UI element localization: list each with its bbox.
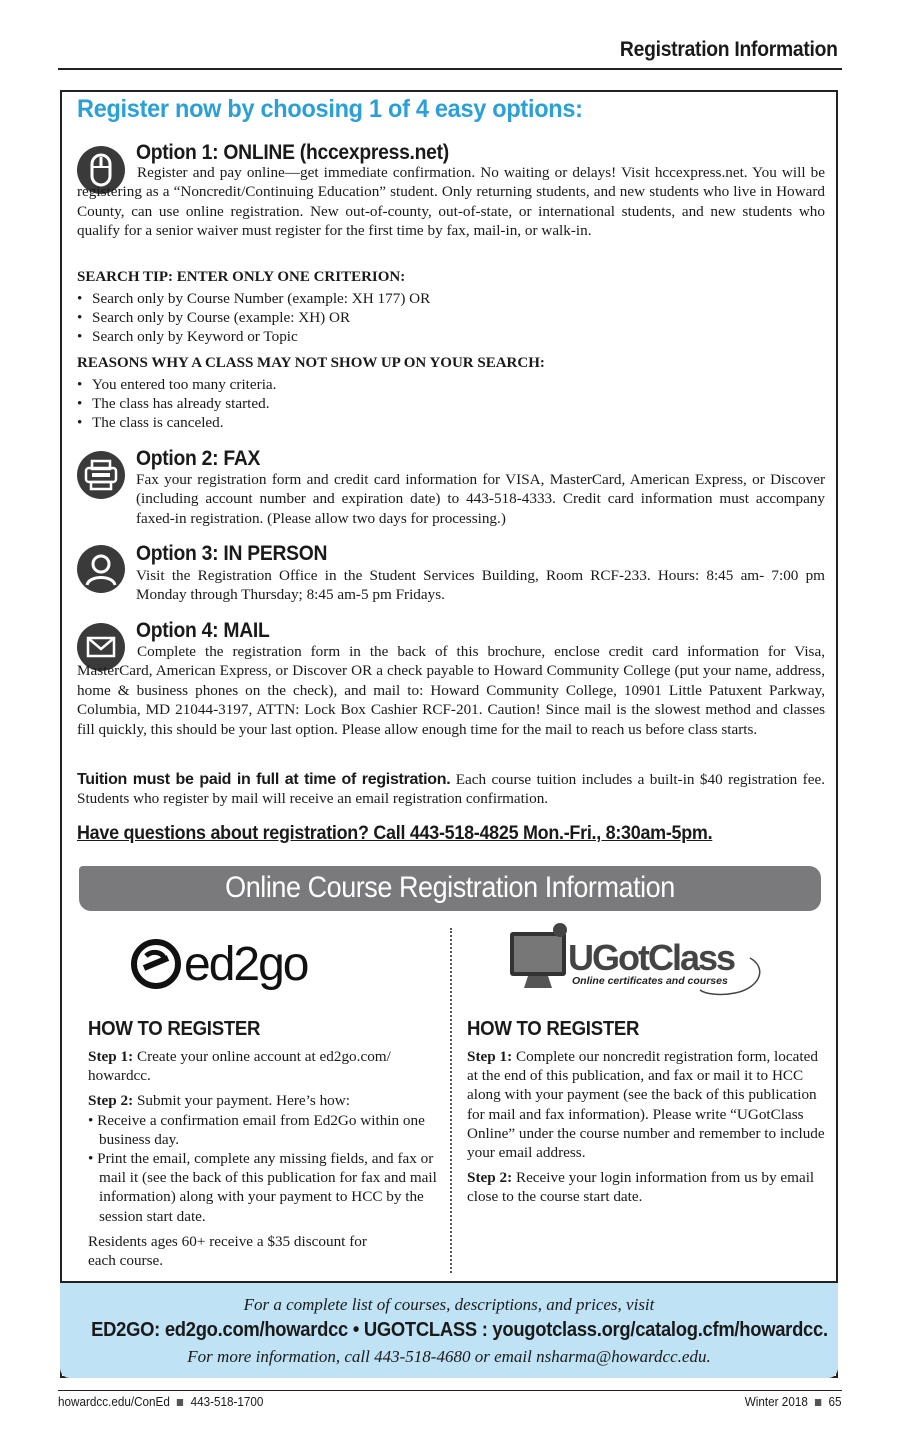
ed2go-step1-label: Step 1:	[88, 1048, 134, 1065]
list-item: • Search only by Keyword or Topic	[77, 327, 430, 346]
option1-body: Register and pay online—get immediate confirmation. No waiting or delays! Visit hccexpress.net. You will be registering as a “Noncredit/Continuing Education” student. Only returning students, and new students who live in Howard County, can use online registration. New out-of-county, out-of-state, or international students, and new students who qualify for a senior waiver must register for the first time by fax, mail-in, or walk-in.	[77, 164, 825, 240]
reasons-heading: REASONS WHY A CLASS MAY NOT SHOW UP ON YOUR SEARCH:	[77, 355, 545, 371]
ugotclass-step1	[467, 1047, 827, 1162]
header-rule	[58, 68, 842, 70]
tuition-rest: Each course tuition includes a built-in $40 registration fee. Students who register by mail will receive an email registration confirmation.	[77, 771, 825, 808]
square-separator-icon	[815, 1399, 821, 1406]
list-item: • Receive a confirmation email from Ed2Go within one business day.	[88, 1111, 438, 1149]
course-list-box	[60, 1281, 838, 1378]
options-headline: Register now by choosing 1 of 4 easy options:	[77, 95, 583, 123]
ed2go-logo-text: ed2go	[184, 938, 308, 991]
ugotclass-step2-text: Receive your login information from us by email close to the course start date.	[467, 1169, 815, 1206]
tuition-bold: Tuition must be paid in full at time of registration.	[77, 771, 451, 788]
course-list-links[interactable]: ED2GO: ed2go.com/howardcc • UGOTCLASS : yougotclass.org/catalog.cfm/howardcc.	[91, 1319, 828, 1341]
list-item: • The class is canceled.	[77, 413, 276, 432]
ugotclass-how-to-register: HOW TO REGISTER	[467, 1018, 640, 1040]
ugotclass-step2-label: Step 2:	[467, 1169, 513, 1187]
option3-body: Visit the Registration Office in the Student Services Building, Room RCF-233. Hours: 8:45 am- 7:00 pm Monday through Thursday; 8:45 am-5 pm Fridays.	[136, 567, 825, 604]
ed2go-discount: Residents ages 60+ receive a $35 discount for each course.	[88, 1232, 367, 1270]
ed2go-step2-list	[88, 1111, 438, 1226]
footer-phone: 443-518-1700	[190, 1394, 264, 1409]
ed2go-step1	[88, 1047, 438, 1085]
ed2go-steps	[88, 1047, 438, 1276]
contact-info: For more information, call 443-518-4680 or email nsharma@howardcc.edu.	[187, 1347, 711, 1366]
online-banner-title: Online Course Registration Information	[225, 871, 675, 904]
ed2go-step1-text: Create your online account at ed2go.com/ howardcc.	[88, 1048, 391, 1085]
option4-body: Complete the registration form in the back of this brochure, enclose credit card information for Visa, MasterCard, American Express, or Discover OR a check payable to Howard Community College (put your name, address, home & business phones on the check), and mail to: Howard Community College, 10901 Little Patuxent Parkway, Columbia, MD 21044-3197, ATTN: Lock Box Cashier RCF-201. Caution! Since mail is the slowest method and classes fill quickly, this should be your last option. Please allow enough time for the mail to reach us before class starts.	[77, 643, 825, 738]
footer-left	[58, 1394, 263, 1409]
page-header-title: Registration Information	[620, 38, 838, 61]
option2-body: Fax your registration form and credit card information for VISA, MasterCard, American Express, or Discover (including account number and expiration date) to 443-518-4333. Credit card information must accompany faxed-in registration. (Please allow two days for processing.)	[136, 471, 825, 527]
footer-right	[745, 1394, 842, 1409]
option3-title: Option 3: IN PERSON	[136, 542, 328, 565]
option1-title: Option 1: ONLINE (hccexpress.net)	[136, 141, 449, 164]
footer-season: Winter 2018	[745, 1394, 809, 1409]
ugotclass-step1-text: Complete our noncredit registration form, located at the end of this publication, and fax or mail it to HCC along with your payment (see the back of this publication for mail and fax information). Please write “UGotClass Online” under the course number and remember to include your email address.	[467, 1048, 825, 1162]
ugotclass-steps	[467, 1047, 827, 1213]
footer-rule	[58, 1390, 842, 1391]
person-icon	[77, 545, 125, 593]
option4-title: Option 4: MAIL	[136, 619, 270, 642]
list-item: • Search only by Course Number (example: XH 177) OR	[77, 289, 430, 308]
ed2go-step2-label: Step 2:	[88, 1092, 134, 1110]
page-number: 65	[828, 1394, 842, 1409]
search-tip-list	[77, 289, 430, 347]
column-divider	[450, 928, 452, 1273]
list-item: • The class has already started.	[77, 394, 276, 413]
list-item: • Print the email, complete any missing fields, and fax or mail it (see the back of this publication for fax and mail information) along with your payment to HCC by the session start date.	[88, 1149, 438, 1226]
footer-url[interactable]: howardcc.edu/ConEd	[58, 1394, 170, 1409]
ugotclass-logo	[500, 918, 770, 1000]
tuition-note	[77, 770, 825, 809]
ugotclass-logo-subtext: Online certificates and courses	[572, 975, 728, 987]
fax-icon	[77, 451, 125, 499]
online-banner	[79, 866, 821, 911]
ugotclass-logo-text: UGotClass	[568, 937, 735, 978]
ugotclass-step2	[467, 1168, 827, 1206]
questions-line: Have questions about registration? Call 443-518-4825 Mon.-Fri., 8:30am-5pm.	[77, 822, 713, 844]
list-item: • You entered too many criteria.	[77, 375, 276, 394]
reasons-list	[77, 375, 276, 433]
ed2go-logo	[130, 928, 340, 998]
course-list-intro: For a complete list of courses, descriptions, and prices, visit	[243, 1295, 655, 1314]
list-item: • Search only by Course (example: XH) OR	[77, 308, 430, 327]
ugotclass-step1-label: Step 1:	[467, 1048, 513, 1065]
search-tip-heading: SEARCH TIP: ENTER ONLY ONE CRITERION:	[77, 269, 406, 285]
option2-title: Option 2: FAX	[136, 447, 261, 470]
ed2go-step2-text: Submit your payment. Here’s how:	[133, 1092, 350, 1110]
square-separator-icon	[177, 1399, 183, 1406]
ed2go-how-to-register: HOW TO REGISTER	[88, 1018, 261, 1040]
ed2go-step2	[88, 1091, 438, 1110]
